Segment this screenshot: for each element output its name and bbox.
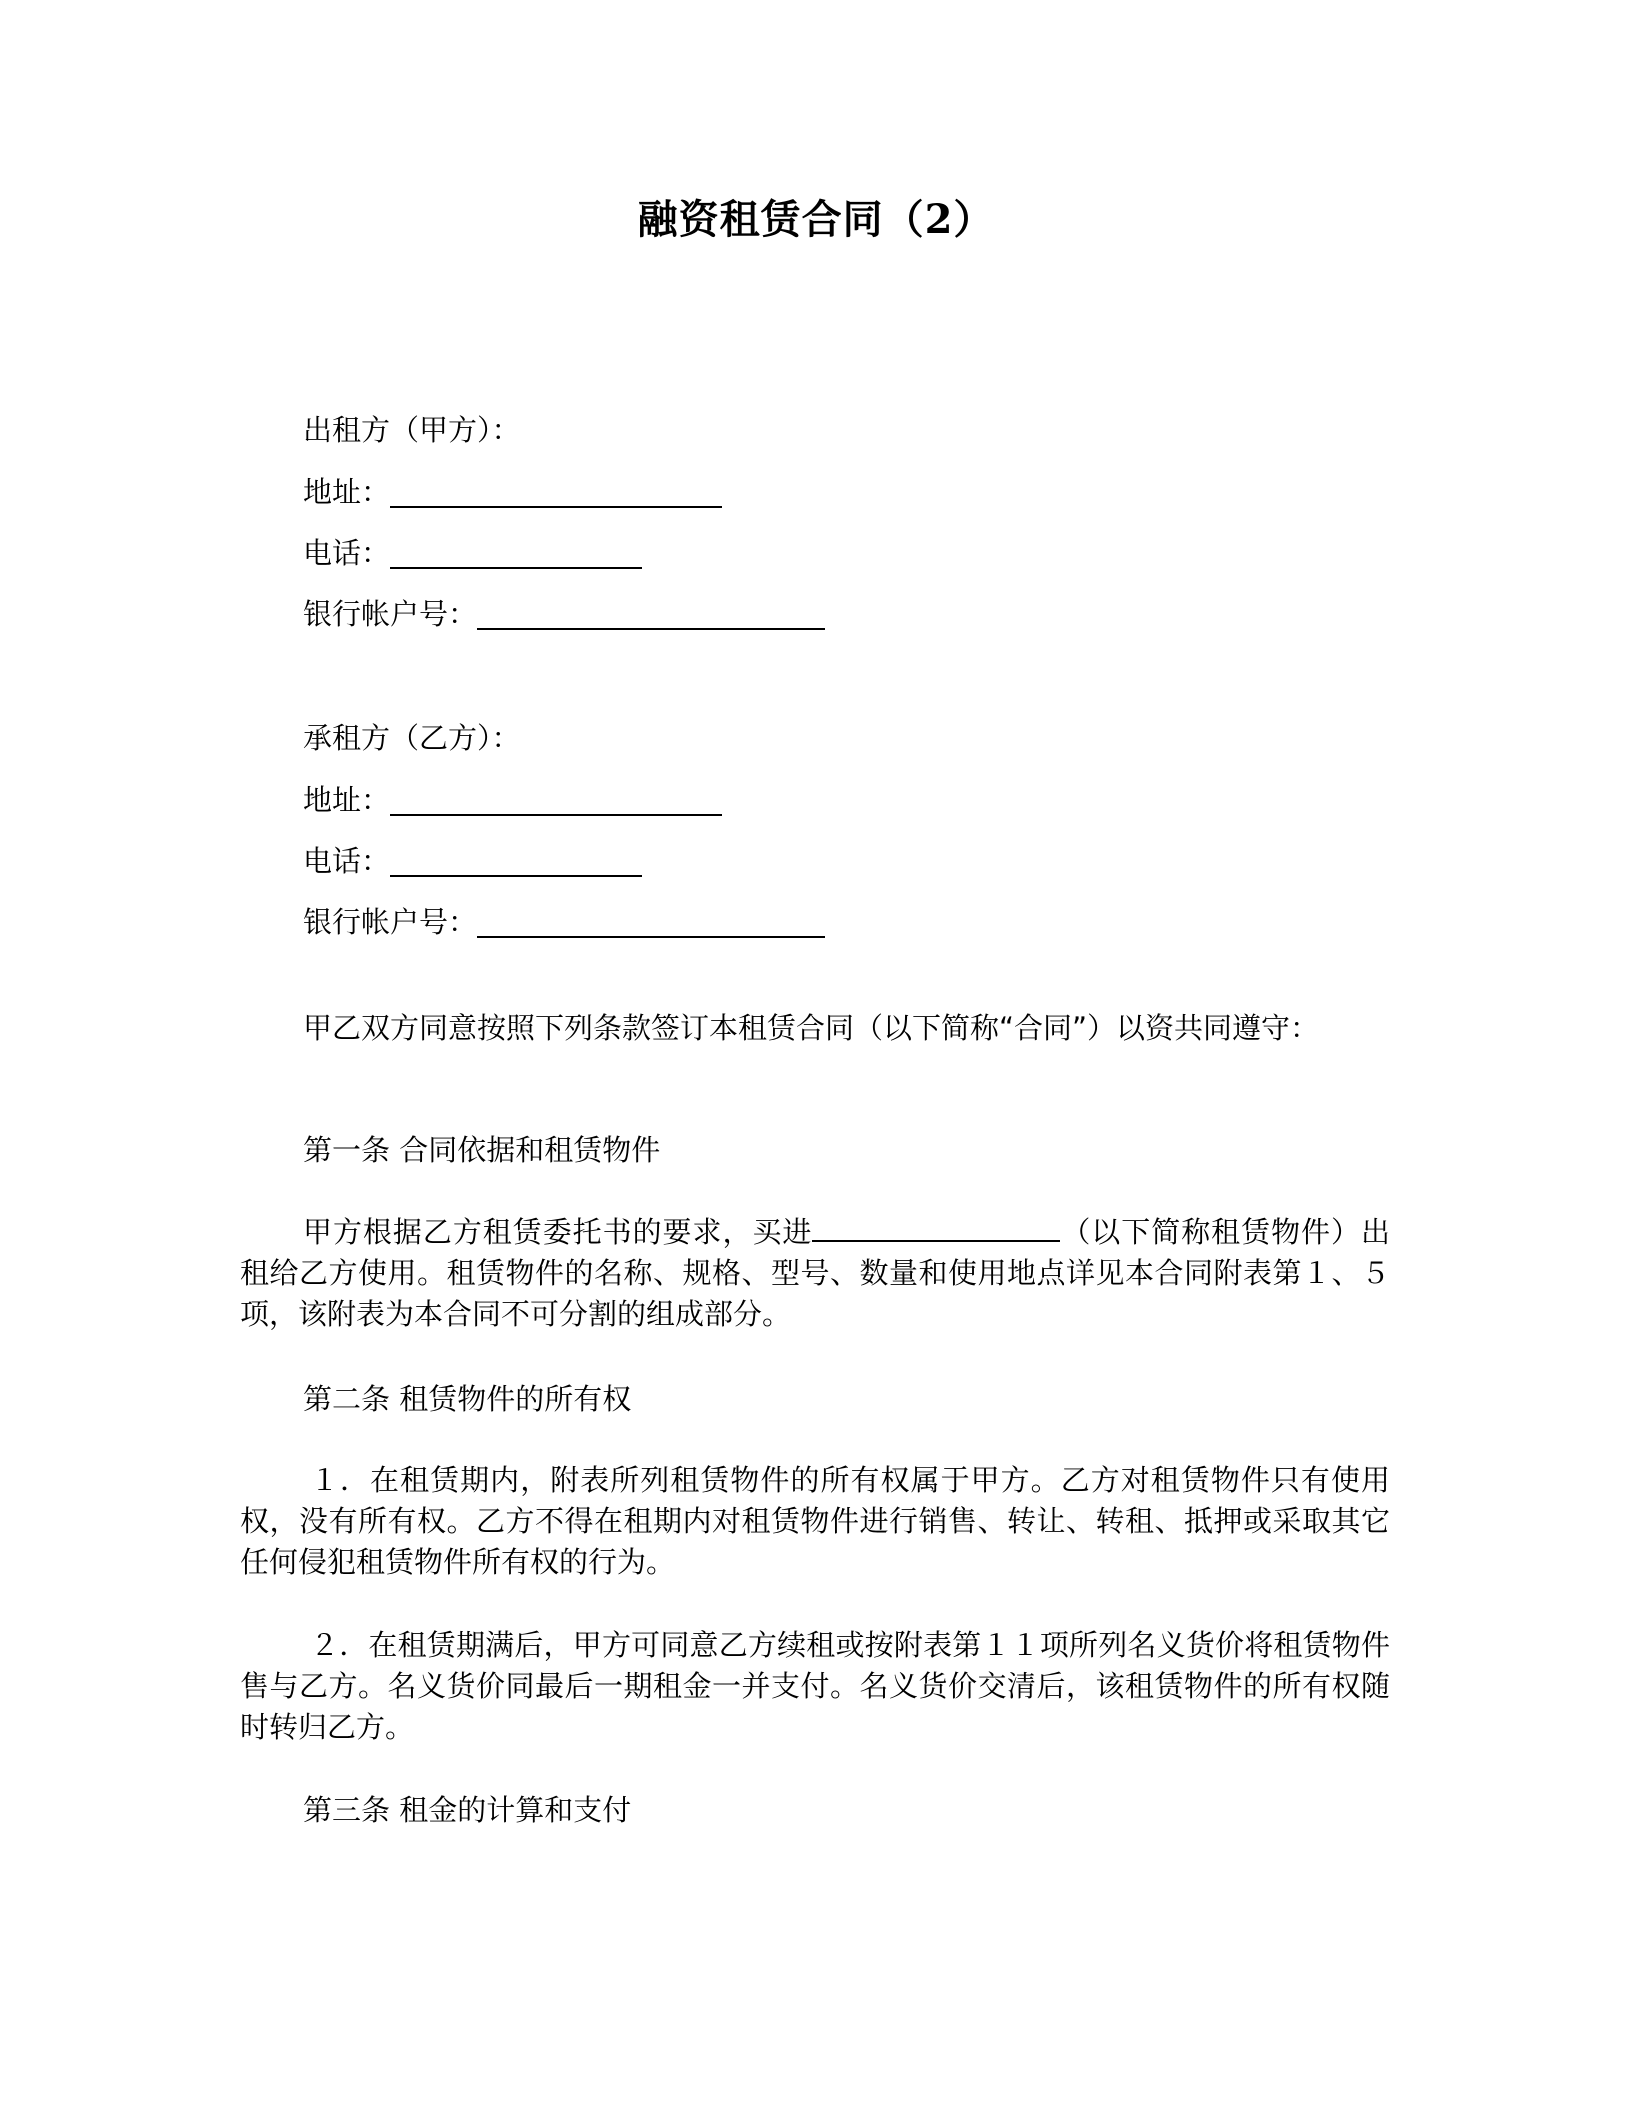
lessor-address-blank[interactable] — [390, 474, 722, 508]
lessee-bank-line — [303, 900, 825, 944]
lessee-bank-blank[interactable] — [477, 904, 825, 938]
lessor-address-label: 地址： — [303, 475, 391, 509]
lessor-bank-label: 银行帐户号： — [303, 597, 478, 631]
lessor-phone-line — [303, 531, 642, 575]
article1-text-after: （以下简称租赁物件）出租给乙方使用。租赁物件的名称、规格、型号、数量和使用地点详见本合同附表第１、５项，该附表为本合同不可分割的组成部分。 — [240, 1215, 1390, 1331]
lessee-bank-label: 银行帐户号： — [303, 905, 478, 939]
article1-paragraph — [240, 1212, 1390, 1335]
article3-heading: 第三条 租金的计算和支付 — [303, 1793, 632, 1827]
lessee-phone-line — [303, 839, 642, 883]
article1-item-blank[interactable] — [812, 1212, 1060, 1242]
article2-item1: １．在租赁期内，附表所列租赁物件的所有权属于甲方。乙方对租赁物件只有使用权，没有所有权。乙方不得在租期内对租赁物件进行销售、转让、转租、抵押或采取其它任何侵犯租赁物件所有权的行为。 — [240, 1463, 1390, 1579]
lessee-label: 承租方（乙方）： — [303, 721, 521, 755]
article2-item2: ２．在租赁期满后，甲方可同意乙方续租或按附表第１１项所列名义货价将租赁物件售与乙方。名义货价同最后一期租金一并支付。名义货价交清后，该租赁物件的所有权随时转归乙方。 — [240, 1628, 1390, 1744]
lessor-bank-blank[interactable] — [477, 596, 825, 630]
lessor-bank-line — [303, 592, 825, 636]
lessor-phone-blank[interactable] — [390, 535, 642, 569]
article1-text-before: 甲方根据乙方租赁委托书的要求，买进 — [303, 1215, 813, 1249]
document-title: 融资租赁合同（2） — [637, 196, 995, 243]
lessee-phone-blank[interactable] — [390, 843, 642, 877]
lessee-address-label: 地址： — [303, 783, 391, 817]
lessor-address-line — [303, 470, 722, 514]
lessee-phone-label: 电话： — [303, 844, 391, 878]
lessor-phone-label: 电话： — [303, 536, 391, 570]
lessee-address-blank[interactable] — [390, 782, 722, 816]
article1-heading: 第一条 合同依据和租赁物件 — [303, 1133, 661, 1167]
intro-paragraph: 甲乙双方同意按照下列条款签订本租赁合同（以下简称“合同”）以资共同遵守： — [303, 1011, 1320, 1045]
lessee-address-line — [303, 778, 722, 822]
lessor-label: 出租方（甲方）： — [303, 413, 521, 447]
article2-heading: 第二条 租赁物件的所有权 — [303, 1382, 632, 1416]
